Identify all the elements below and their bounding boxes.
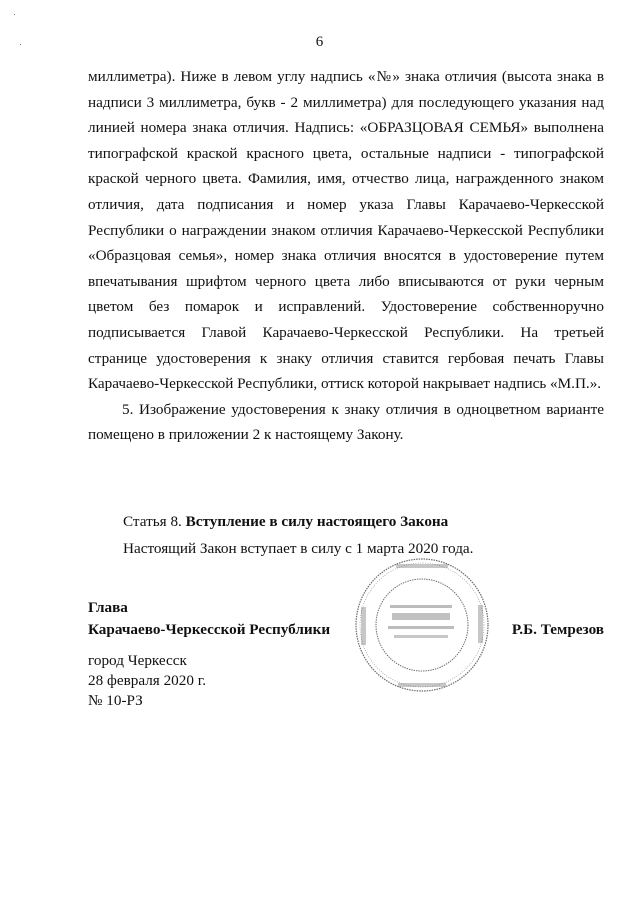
article-heading — [123, 509, 448, 534]
scan-speck — [14, 14, 15, 15]
article-text: Настоящий Закон вступает в силу с 1 марта 2020 года. — [123, 540, 474, 557]
signatory-title-line-1: Глава — [88, 599, 128, 616]
footer-date: 28 февраля 2020 г. — [88, 672, 207, 689]
footer-number: № 10-РЗ — [88, 692, 143, 709]
paragraph-continuation: миллиметра). Ниже в левом углу надпись «№» знака отличия (высота знака в надписи 3 миллиметра, букв - 2 миллиметра) для последующего указания над линией номера знака отличия. Надпись: «ОБРАЗЦОВАЯ СЕМЬЯ» выполнена типографской краской красного цвета, остальные надписи - типографской краской черного цвета. Фамилия, имя, отчество лица, награжденного знаком отличия, дата подписания и номер указа Главы Карачаево-Черкесской Республики о награждении знаком отличия Карачаево-Черкесской Республики «Образцовая семья», номер знака отличия вносятся в удостоверение путем впечатывания шрифтом черного цвета либо вписываются от руки черным цветом без помарок и исправлений. Удостоверение собственноручно подписывается Главой Карачаево-Черкесской Республики. На третьей странице удостоверения к знаку отличия ставится гербовая печать Главы Карачаево-Черкесской Республики, оттиск которой накрывает надпись «М.П.». — [88, 68, 604, 393]
scan-speck — [20, 44, 21, 45]
signatory-title — [88, 597, 330, 641]
paragraph-item-5: 5. Изображение удостоверения к знаку отличия в одноцветном варианте помещено в приложении 2 к настоящему Закону. — [88, 400, 604, 444]
article-number: Статья 8. — [123, 513, 186, 530]
signatory-title-line-2: Карачаево-Черкесской Республики — [88, 621, 331, 638]
article-title: Вступление в силу настоящего Закона — [185, 513, 449, 530]
signatory-name: Р.Б. Темрезов — [511, 621, 604, 638]
footer-city: город Черкесск — [88, 652, 187, 669]
body-text — [88, 64, 604, 448]
document-footer — [88, 651, 206, 711]
page-number: 6 — [315, 34, 324, 50]
official-seal-stamp — [352, 555, 492, 695]
